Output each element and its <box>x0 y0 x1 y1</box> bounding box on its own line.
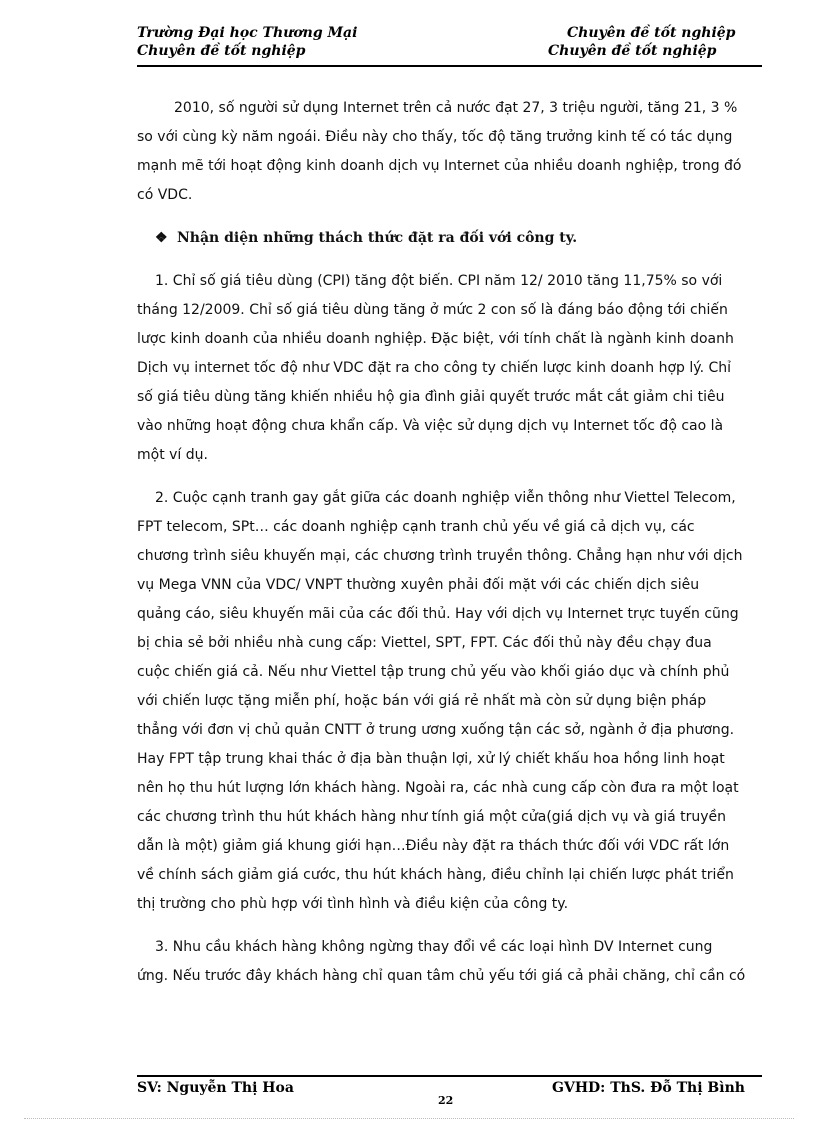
paragraph-internet-users <box>137 94 763 210</box>
paragraph-challenge-3 <box>137 933 763 991</box>
text-line: tháng 12/2009. Chỉ số giá tiêu dùng tăng ở mức 2 con số là đáng báo động tới chiến <box>137 302 728 318</box>
section-heading <box>137 224 763 253</box>
text-line: 2. Cuộc cạnh tranh gay gắt giữa các doanh nghiệp viễn thông như Viettel Telecom, <box>155 490 736 506</box>
text-line: chương trình siêu khuyến mại, các chương trình truyền thông. Chẳng hạn như với dịch <box>137 548 743 564</box>
page-number: 22 <box>438 1094 454 1107</box>
text-line: Dịch vụ internet tốc độ như VDC đặt ra cho công ty chiến lược kinh doanh hợp lý. Chỉ <box>137 360 732 376</box>
header-doc-type-right-2: Chuyên đề tốt nghiệp <box>548 43 717 59</box>
text-line: cuộc chiến giá cả. Nếu như Viettel tập trung chủ yếu vào khối giáo dục và chính phủ <box>137 664 730 680</box>
footer-student-name: SV: Nguyễn Thị Hoa <box>137 1080 294 1096</box>
text-line: về chính sách giảm giá cước, thu hút khách hàng, điều chỉnh lại chiến lược phát triển <box>137 867 734 883</box>
text-line: quảng cáo, siêu khuyến mãi của các đối thủ. Hay với dịch vụ Internet trực tuyến cũng <box>137 606 739 622</box>
text-line: vụ Mega VNN của VDC/ VNPT thường xuyên phải đối mặt với các chiến dịch siêu <box>137 577 700 593</box>
text-line: với chiến lược tặng miễn phí, hoặc bán với giá rẻ nhất mà còn sử dụng biện pháp <box>137 693 707 709</box>
text-line: lược kinh doanh của nhiều doanh nghiệp. Đặc biệt, với tính chất là ngành kinh doanh <box>137 331 734 347</box>
text-line: một ví dụ. <box>137 447 208 463</box>
section-heading-text: Nhận diện những thách thức đặt ra đối với công ty. <box>177 230 578 246</box>
text-line: mạnh mẽ tới hoạt động kinh doanh dịch vụ Internet của nhiều doanh nghiệp, trong đó <box>137 158 742 174</box>
header-doc-type-left: Chuyên đề tốt nghiệp <box>137 43 306 59</box>
text-line: ứng. Nếu trước đây khách hàng chỉ quan tâm chủ yếu tới giá cả phải chăng, chỉ cần có <box>137 968 746 984</box>
text-line: 2010, số người sử dụng Internet trên cả nước đạt 27, 3 triệu người, tăng 21, 3 % <box>174 100 738 116</box>
header-line-1 <box>137 24 762 42</box>
text-line: FPT telecom, SPt… các doanh nghiệp cạnh tranh chủ yếu về giá cả dịch vụ, các <box>137 519 695 535</box>
text-line: có VDC. <box>137 187 193 203</box>
page-header <box>137 24 762 68</box>
document-body <box>137 94 763 991</box>
text-line: so với cùng kỳ năm ngoái. Điều này cho thấy, tốc độ tăng trưởng kinh tế có tác dụng <box>137 129 733 145</box>
header-school-name: Trường Đại học Thương Mại <box>137 25 358 41</box>
page-bottom-dotted-border <box>24 1118 794 1119</box>
text-line: dẫn là một) giảm giá khung giới hạn…Điều này đặt ra thách thức đối với VDC rất lớn <box>137 838 730 854</box>
text-line: 3. Nhu cầu khách hàng không ngừng thay đổi về các loại hình DV Internet cung <box>155 939 713 955</box>
header-divider <box>137 65 762 67</box>
text-line: Hay FPT tập trung khai thác ở địa bàn thuận lợi, xử lý chiết khấu hoa hồng linh hoạt <box>137 751 725 767</box>
text-line: số giá tiêu dùng tăng khiến nhiều hộ gia đình giải quyết trước mắt cắt giảm chi tiêu <box>137 389 725 405</box>
header-doc-type-right-1: Chuyên đề tốt nghiệp <box>567 25 736 41</box>
text-line: các chương trình thu hút khách hàng như tính giá một cửa(giá dịch vụ và giá truyền <box>137 809 727 825</box>
text-line: bị chia sẻ bởi nhiều nhà cung cấp: Viettel, SPT, FPT. Các đối thủ này đều chạy đua <box>137 635 712 651</box>
text-line: nên họ thu hút lượng lớn khách hàng. Ngoài ra, các nhà cung cấp còn đưa ra một loạt <box>137 780 739 796</box>
paragraph-challenge-2 <box>137 484 763 919</box>
footer-divider <box>137 1075 762 1077</box>
paragraph-challenge-1 <box>137 267 763 470</box>
text-line: vào những hoạt động chưa khẩn cấp. Và việc sử dụng dịch vụ Internet tốc độ cao là <box>137 418 724 434</box>
diamond-bullet-icon: ❖ <box>155 230 168 246</box>
header-line-2 <box>137 42 762 60</box>
text-line: thẳng với đơn vị chủ quản CNTT ở trung ương xuống tận các sở, ngành ở địa phương. <box>137 722 735 738</box>
text-line: thị trường cho phù hợp với tình hình và điều kiện của công ty. <box>137 896 569 912</box>
footer-advisor-name: GVHD: ThS. Đỗ Thị Bình <box>552 1080 745 1096</box>
text-line: 1. Chỉ số giá tiêu dùng (CPI) tăng đột biến. CPI năm 12/ 2010 tăng 11,75% so với <box>155 273 723 289</box>
